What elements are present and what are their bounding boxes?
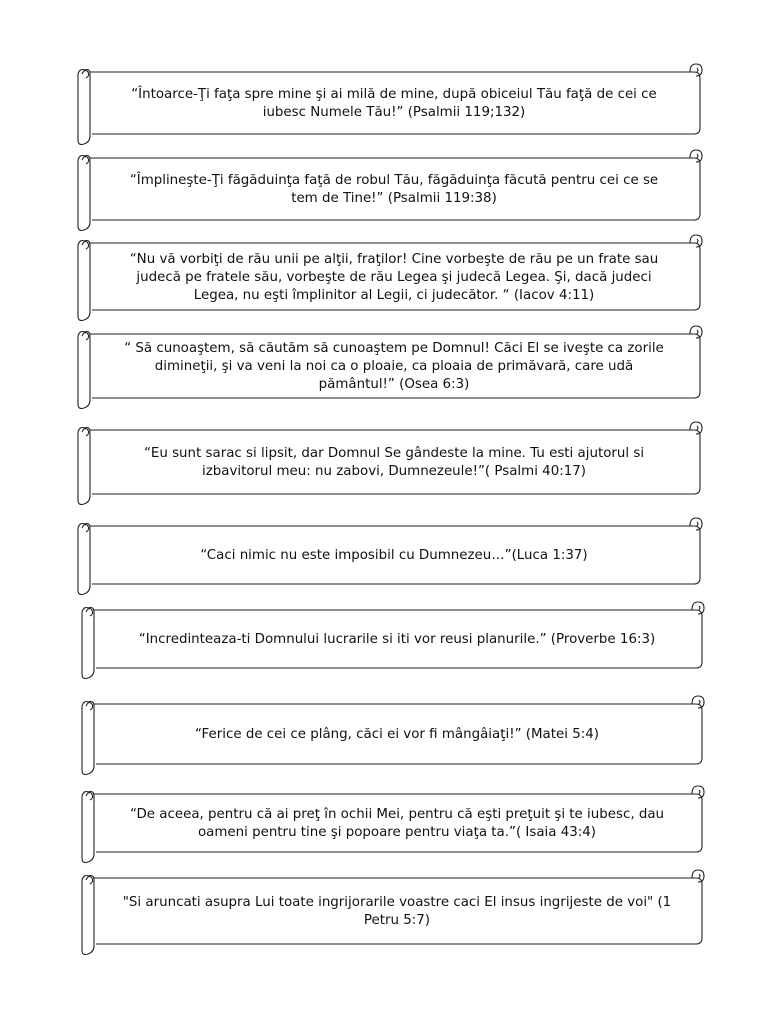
verse-scroll-1 — [72, 58, 712, 148]
verse-text: “Incredinteaza-ti Domnului lucrarile si iti vor reusi planurile.” (Proverbe 16:3) — [138, 632, 656, 647]
verse-text: “Ferice de cei ce plâng, căci ei vor fi mângâiaţi!” (Matei 5:4) — [195, 727, 599, 742]
verse-text: “Nu vă vorbiţi de rău unii pe alţii, fraţilor! Cine vorbeşte de rău pe un frate sau judecă pe fratele său, vorbeşte de rău Legea şi judecă Legea. Şi, dacă judeci Legea, nu eşti împlinitor al Legii, ci judecător. “ (Iacov 4:11) — [129, 251, 659, 303]
verse-scroll-9 — [76, 780, 714, 866]
verse-text: “Împlineşte-Ţi făgăduinţa faţă de robul Tău, făgăduinţa făcută pentru cei ce se tem de Tine!” (Psalmii 119:38) — [129, 173, 659, 206]
verse-scroll-8 — [76, 690, 714, 778]
verse-scroll-2 — [72, 144, 712, 234]
verse-text: “De aceea, pentru că ai preţ în ochii Mei, pentru că eşti preţuit şi te iubesc, dau oameni pentru tine şi popoare pentru viaţa ta.”( Isaia 43:4) — [129, 807, 665, 840]
verse-text: “ Să cunoaştem, să căutăm să cunoaştem pe Domnul! Căci El se iveşte ca zorile dimineţii, şi va veni la noi ca o ploaie, ca ploaia de primăvară, care udă pământul!” (Osea 6:3) — [124, 341, 664, 392]
verse-scroll-10 — [76, 864, 714, 958]
verse-scroll-7 — [76, 596, 714, 682]
verse-text: "Si aruncati asupra Lui toate ingrijorarile voastre caci El insus ingrijeste de voi" (1 Petru 5:7) — [122, 895, 672, 928]
verse-scroll-6 — [72, 512, 712, 598]
verse-text: “Eu sunt sarac si lipsit, dar Domnul Se gândeste la mine. Tu esti ajutorul si izbavitorul meu: nu zabovi, Dumnezeule!”( Psalmi 40:17) — [143, 446, 645, 479]
verse-text: “Întoarce-Ţi faţa spre mine şi ai milă de mine, după obiceiul Tău faţă de cei ce iubesc Numele Tău!” (Psalmii 119;132) — [131, 87, 657, 120]
verse-scroll-3 — [72, 229, 712, 324]
verse-text: “Caci nimic nu este imposibil cu Dumnezeu…”(Luca 1:37) — [200, 548, 588, 563]
verse-scroll-5 — [72, 416, 712, 508]
verse-scroll-4 — [72, 320, 712, 412]
